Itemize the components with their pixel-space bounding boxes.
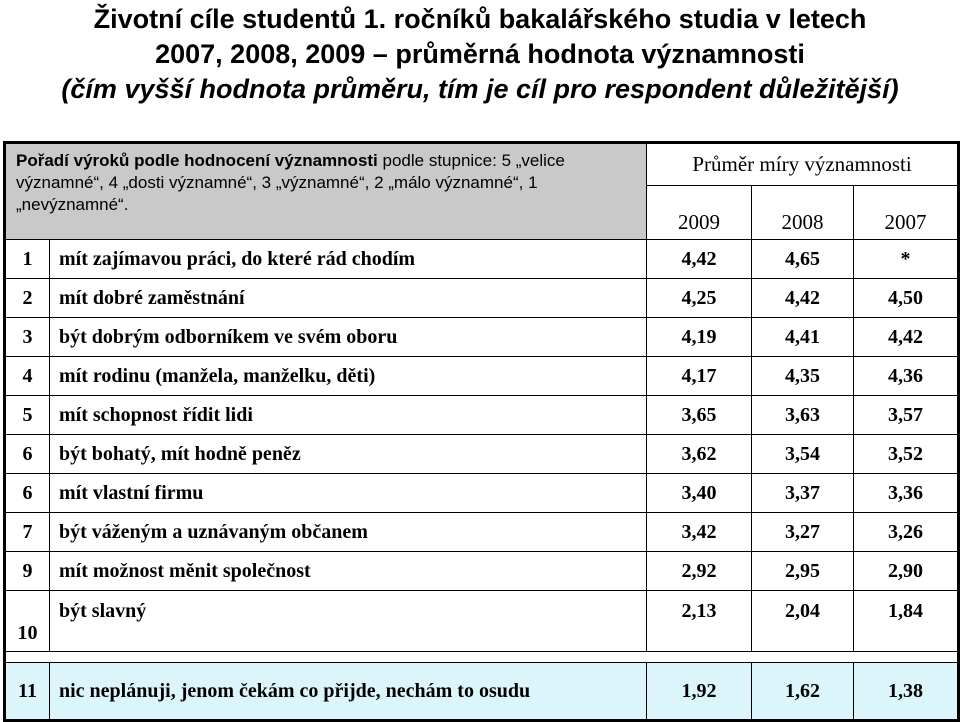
desc-rest: podle stupnice: 5 „velice významné“, 4 „dosti významné“, 3 „významné“, 2 „málo významné“, 1 „nevýznamné“.	[16, 151, 565, 214]
value-2007: 2,90	[854, 552, 959, 591]
value-2009: 4,17	[647, 357, 752, 396]
value-2007: 3,36	[854, 474, 959, 513]
value-2008: 4,35	[752, 357, 854, 396]
value-2008: 3,27	[752, 513, 854, 552]
rank-cell: 5	[5, 396, 50, 435]
goal-label: být váženým a uznávaným občanem	[50, 513, 647, 552]
value-2009: 4,19	[647, 318, 752, 357]
value-2009: 2,13	[647, 591, 752, 652]
header-row	[5, 143, 959, 186]
title-line-2: 2007, 2008, 2009 – průměrná hodnota významnosti	[155, 39, 805, 69]
goal-label: nic neplánuji, jenom čekám co přijde, nechám to osudu	[50, 663, 647, 721]
value-2008: 3,63	[752, 396, 854, 435]
value-2007: 3,26	[854, 513, 959, 552]
value-2008: 4,41	[752, 318, 854, 357]
value-2009: 4,42	[647, 240, 752, 279]
value-2009: 2,92	[647, 552, 752, 591]
table-row	[5, 591, 959, 652]
value-2007: 3,57	[854, 396, 959, 435]
value-2009: 4,25	[647, 279, 752, 318]
year-2009: 2009	[647, 186, 752, 240]
goal-label: mít dobré zaměstnání	[50, 279, 647, 318]
value-2009: 1,92	[647, 663, 752, 721]
value-2009: 3,40	[647, 474, 752, 513]
table-row	[5, 240, 959, 279]
table-row	[5, 552, 959, 591]
value-2008: 3,54	[752, 435, 854, 474]
rank-cell: 9	[5, 552, 50, 591]
title-line-3: (čím vyšší hodnota průměru, tím je cíl pro respondent důležitější)	[61, 74, 899, 104]
rank-cell: 4	[5, 357, 50, 396]
year-2007: 2007	[854, 186, 959, 240]
value-2007: 4,42	[854, 318, 959, 357]
goal-label: být bohatý, mít hodně peněz	[50, 435, 647, 474]
value-2007: 4,50	[854, 279, 959, 318]
table-row	[5, 318, 959, 357]
desc-bold: Pořadí výroků podle hodnocení významnosti	[16, 151, 378, 170]
scale-description	[5, 143, 647, 240]
goal-label: mít rodinu (manžela, manželku, děti)	[50, 357, 647, 396]
table-row	[5, 396, 959, 435]
value-2008: 3,37	[752, 474, 854, 513]
value-2009: 3,65	[647, 396, 752, 435]
goal-label: mít zajímavou práci, do které rád chodím	[50, 240, 647, 279]
table-row	[5, 663, 959, 721]
table-row	[5, 435, 959, 474]
rank-cell: 6	[5, 435, 50, 474]
rank-cell: 7	[5, 513, 50, 552]
title-line-1: Životní cíle studentů 1. ročníků bakalářského studia v letech	[93, 4, 867, 34]
goal-label: být dobrým odborníkem ve svém oboru	[50, 318, 647, 357]
value-2009: 3,62	[647, 435, 752, 474]
value-2008: 2,95	[752, 552, 854, 591]
value-2007: 1,84	[854, 591, 959, 652]
value-2008: 4,65	[752, 240, 854, 279]
value-2009: 3,42	[647, 513, 752, 552]
table-row	[5, 474, 959, 513]
table-row	[5, 513, 959, 552]
rank-cell: 6	[5, 474, 50, 513]
table-body	[5, 240, 959, 721]
value-2008: 4,42	[752, 279, 854, 318]
goal-label: být slavný	[50, 591, 647, 652]
value-2007: 1,38	[854, 663, 959, 721]
goals-table	[3, 141, 960, 722]
rank-cell: 2	[5, 279, 50, 318]
goal-label: mít možnost měnit společnost	[50, 552, 647, 591]
table-row	[5, 357, 959, 396]
rank-cell: 10	[5, 591, 50, 652]
value-2007: 4,36	[854, 357, 959, 396]
separator-row	[5, 652, 959, 663]
value-2008: 1,62	[752, 663, 854, 721]
goal-label: mít vlastní firmu	[50, 474, 647, 513]
group-header: Průměr míry významnosti	[647, 143, 959, 186]
table-row	[5, 279, 959, 318]
rank-cell: 3	[5, 318, 50, 357]
year-2008: 2008	[752, 186, 854, 240]
page-title	[0, 2, 960, 107]
separator-cell	[5, 652, 959, 663]
goal-label: mít schopnost řídit lidi	[50, 396, 647, 435]
rank-cell: 1	[5, 240, 50, 279]
value-2007: *	[854, 240, 959, 279]
value-2007: 3,52	[854, 435, 959, 474]
rank-cell: 11	[5, 663, 50, 721]
value-2008: 2,04	[752, 591, 854, 652]
